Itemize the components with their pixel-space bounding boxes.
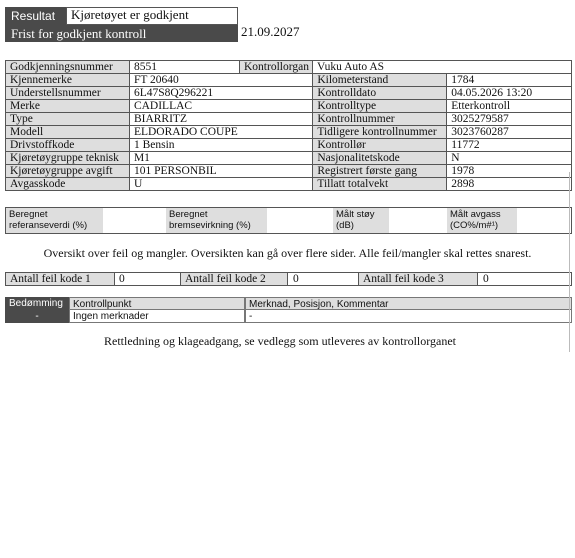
vehicle-info-row xyxy=(6,152,572,165)
result-label: Resultat xyxy=(5,7,66,25)
exhaust-label: Målt avgass (CO%/m#¹) xyxy=(447,208,517,233)
assessment-row-comment: - xyxy=(245,310,572,323)
deadline-label: Frist for godkjent kontroll xyxy=(5,25,238,42)
vehicle-info-label: Type xyxy=(6,113,130,126)
vehicle-info-row xyxy=(6,100,572,113)
vehicle-info-value: 3023760287 xyxy=(447,126,572,139)
vehicle-info-value: 2898 xyxy=(447,178,572,191)
vehicle-info-value: 6L47S8Q296221 xyxy=(129,87,312,100)
assessment-row-point: Ingen merknader xyxy=(69,310,245,323)
fault-code3-label: Antall feil kode 3 xyxy=(358,272,478,286)
vehicle-info-value: 1978 xyxy=(447,165,572,178)
reference-value xyxy=(103,208,165,233)
vehicle-info-value: 3025279587 xyxy=(447,113,572,126)
reference-value-label: Beregnet referanseverdi (%) xyxy=(6,208,103,233)
vehicle-info-label: Drivstoffkode xyxy=(6,139,130,152)
vehicle-info-label: Merke xyxy=(6,100,130,113)
vehicle-info-value: 1 Bensin xyxy=(129,139,312,152)
vehicle-info-label: Kontrolldato xyxy=(313,87,447,100)
fault-code1-value: 0 xyxy=(119,273,125,285)
vehicle-info-label: Registrert første gang xyxy=(313,165,447,178)
fault-code1-label: Antall feil kode 1 xyxy=(5,272,115,286)
vehicle-info-value: 101 PERSONBIL xyxy=(129,165,312,178)
vehicle-info-row xyxy=(6,178,572,191)
vehicle-info-label: Tidligere kontrollnummer xyxy=(313,126,447,139)
vehicle-info-label: Kjennemerke xyxy=(6,74,130,87)
vehicle-info-value: U xyxy=(129,178,312,191)
vehicle-info-value: 11772 xyxy=(447,139,572,152)
overview-text: Oversikt over feil og mangler. Oversikten kan gå over flere sider. Alle feil/mangler skal rettes snarest. xyxy=(43,246,532,260)
vehicle-info-row xyxy=(6,87,572,100)
control-org-label: Kontrollorgan xyxy=(239,60,313,74)
vehicle-info-row xyxy=(6,165,572,178)
vehicle-info-value: M1 xyxy=(129,152,312,165)
vehicle-info-label: Kilometerstand xyxy=(313,74,447,87)
page-edge xyxy=(569,172,570,352)
fault-code2-value: 0 xyxy=(293,273,299,285)
vehicle-info-row xyxy=(6,139,572,152)
vehicle-info-row xyxy=(6,74,572,87)
vehicle-info-table xyxy=(5,73,572,191)
result-value: Kjøretøyet er godkjent xyxy=(66,7,238,25)
vehicle-info-label: Modell xyxy=(6,126,130,139)
vehicle-info-value: CADILLAC xyxy=(129,100,312,113)
vehicle-info-label: Kontrollør xyxy=(313,139,447,152)
assessment-row-rating: - xyxy=(5,310,69,323)
brake-effect-value xyxy=(267,208,333,233)
vehicle-info-label: Kontrollnummer xyxy=(313,113,447,126)
fault-code3-value: 0 xyxy=(483,273,489,285)
control-org-value: Vuku Auto AS xyxy=(312,60,572,74)
vehicle-info-value: ELDORADO COUPE xyxy=(129,126,312,139)
vehicle-info-label: Tillatt totalvekt xyxy=(313,178,447,191)
vehicle-info-value: 04.05.2026 13:20 xyxy=(447,87,572,100)
vehicle-info-label: Understellsnummer xyxy=(6,87,130,100)
vehicle-info-label: Kontrolltype xyxy=(313,100,447,113)
vehicle-info-label: Avgasskode xyxy=(6,178,130,191)
brake-effect-label: Beregnet bremsevirkning (%) xyxy=(166,208,267,233)
vehicle-info-row xyxy=(6,113,572,126)
exhaust-value xyxy=(517,208,571,233)
noise-label: Målt støy (dB) xyxy=(333,208,389,233)
assessment-header-point: Kontrollpunkt xyxy=(69,297,245,310)
vehicle-info-row xyxy=(6,126,572,139)
noise-value xyxy=(389,208,447,233)
vehicle-info-label: Kjøretøygruppe teknisk xyxy=(6,152,130,165)
vehicle-info-value: N xyxy=(447,152,572,165)
vehicle-info-label: Nasjonalitetskode xyxy=(313,152,447,165)
vehicle-info-value: FT 20640 xyxy=(129,74,312,87)
footer-text: Rettledning og klageadgang, se vedlegg som utleveres av kontrollorganet xyxy=(103,334,457,348)
vehicle-info-label: Kjøretøygruppe avgift xyxy=(6,165,130,178)
vehicle-info-value: Etterkontroll xyxy=(447,100,572,113)
assessment-header-comment: Merknad, Posisjon, Kommentar xyxy=(245,297,572,310)
vehicle-info-value: 1784 xyxy=(447,74,572,87)
assessment-header-rating: Bedømming xyxy=(5,297,69,310)
deadline-value: 21.09.2027 xyxy=(241,24,300,39)
approval-no-label: Godkjenningsnummer xyxy=(5,60,130,74)
vehicle-info-value: BIARRITZ xyxy=(129,113,312,126)
approval-no-value: 8551 xyxy=(129,60,240,74)
fault-code2-label: Antall feil kode 2 xyxy=(180,272,288,286)
